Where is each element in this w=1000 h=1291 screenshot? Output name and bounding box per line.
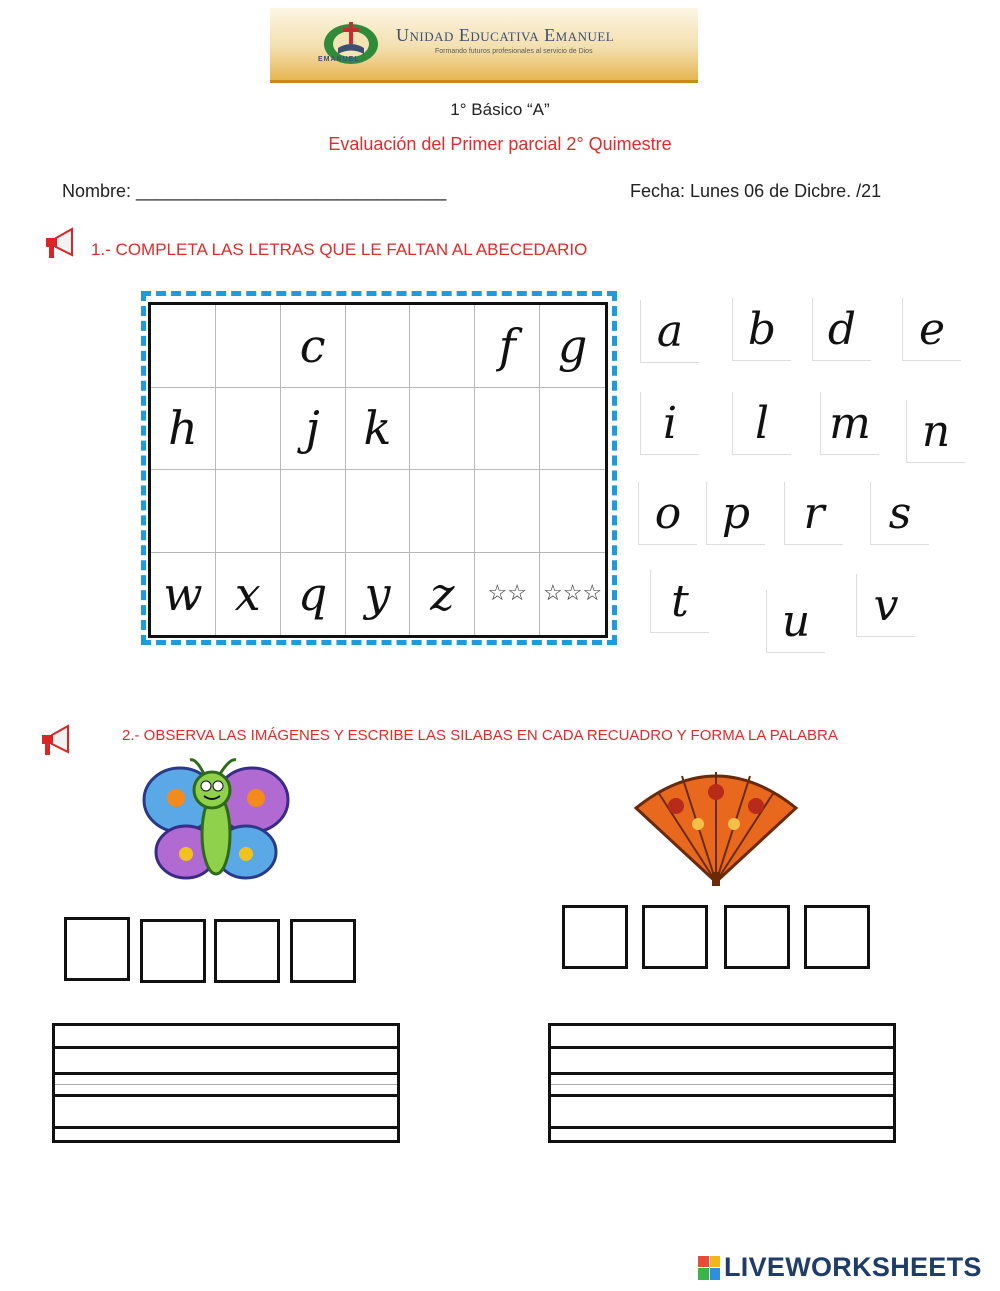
stars-decoration: ☆☆☆ [542,580,603,606]
liveworksheets-brand [698,1252,982,1283]
grid-cell: w [151,553,216,636]
grid-cell[interactable] [475,388,540,471]
grid-cell[interactable] [475,470,540,553]
letter-tile[interactable]: b [732,298,791,361]
megaphone-icon [38,722,74,758]
grid-cell: c [281,305,346,388]
letter-tile[interactable]: p [706,482,765,545]
syllable-box[interactable] [724,905,790,969]
grade-label: 1° Básico “A” [450,100,550,119]
letter-tile[interactable]: u [766,590,825,653]
letter-tile[interactable]: m [820,392,879,455]
syllable-box[interactable] [562,905,628,969]
liveworksheets-logo-icon [698,1256,720,1280]
grid-cell[interactable] [410,388,475,471]
letter-tile[interactable]: i [640,392,699,455]
grid-cell[interactable] [151,305,216,388]
syllable-box[interactable] [214,919,280,983]
fan-image [632,762,800,888]
letter-tile[interactable]: v [856,574,915,637]
letter-tile[interactable]: r [784,482,843,545]
syllable-box[interactable] [64,917,130,981]
grid-cell[interactable] [216,305,281,388]
grid-cell: x [216,553,281,636]
school-banner [270,8,698,83]
syllable-box[interactable] [290,919,356,983]
grid-cell[interactable] [151,470,216,553]
q1-title: 1.- COMPLETA LAS LETRAS QUE LE FALTAN AL ABECEDARIO [91,240,588,259]
syllable-box[interactable] [642,905,708,969]
grid-cell[interactable] [281,470,346,553]
grid-cell: k [346,388,411,471]
grid-cell[interactable] [216,470,281,553]
exam-subtitle: Evaluación del Primer parcial 2° Quimestre [328,134,672,154]
letter-tile[interactable]: l [732,392,791,455]
grid-cell: h [151,388,216,471]
grid-cell: f [475,305,540,388]
grid-cell[interactable] [540,470,605,553]
grid-cell: z [410,553,475,636]
syllable-box[interactable] [804,905,870,969]
letter-tile[interactable]: d [812,298,871,361]
grid-cell: y [346,553,411,636]
letter-tile[interactable]: e [902,298,961,361]
grid-cell[interactable] [346,305,411,388]
grid-cell[interactable] [540,388,605,471]
name-field[interactable]: Nombre: _______________________________ [62,181,447,201]
letter-tile[interactable]: t [650,570,709,633]
letter-tile[interactable]: a [640,300,699,363]
letter-tile[interactable]: o [638,482,697,545]
liveworksheets-text: LIVEWORKSHEETS [724,1252,982,1282]
grid-cell: q [281,553,346,636]
grid-cell[interactable] [410,305,475,388]
stars-decoration: ☆☆ [475,553,540,636]
grid-cell[interactable] [346,470,411,553]
butterfly-image [140,752,290,892]
syllable-box[interactable] [140,919,206,983]
grid-cell: g [540,305,605,388]
grid-cell[interactable] [410,470,475,553]
letter-tile[interactable]: n [906,400,965,463]
q2-title: 2.- OBSERVA LAS IMÁGENES Y ESCRIBE LAS SILABAS EN CADA RECUADRO Y FORMA LA PALABRA [122,727,838,744]
grid-cell[interactable] [216,388,281,471]
grid-cell: j [281,388,346,471]
date-label: Fecha: Lunes 06 de Dicbre. /21 [630,181,882,201]
letter-tile[interactable]: s [870,482,929,545]
logo-word: EMANUEL [318,56,360,63]
word-writing-lines[interactable] [52,1023,400,1143]
megaphone-icon [42,225,78,261]
alphabet-grid [148,302,608,638]
school-name: Unidad Educativa Emanuel [396,25,615,45]
word-writing-lines[interactable] [548,1023,896,1143]
school-motto: Formando futuros profesionales al servicio de Dios [435,48,593,55]
